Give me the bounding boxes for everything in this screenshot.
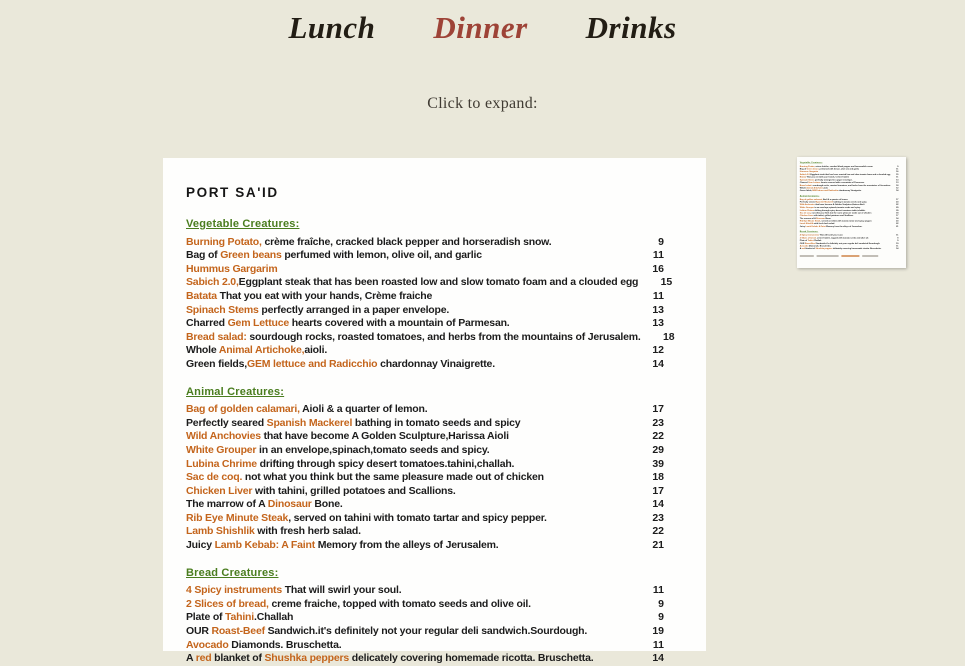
menu-item-price: 17: [896, 214, 899, 217]
tab-drinks[interactable]: Drinks: [585, 10, 677, 45]
menu-item-price: 23: [896, 219, 899, 223]
menu-item-text: Burning Potato, crème fraîche, cracked black pepper and horseradish snow.: [799, 164, 873, 168]
menu-section-heading: Vegetable Creatures:: [799, 161, 823, 164]
menu-item-price: 22: [652, 525, 664, 538]
tab-lunch[interactable]: Lunch: [288, 10, 376, 45]
menu-item-row: [186, 639, 664, 653]
menu-item-row: [186, 304, 664, 318]
menu-thumbnail[interactable]: [797, 157, 906, 268]
menu-item-text: Hummus Gargarim: [799, 170, 819, 173]
menu-item-text: Bag of golden calamari, Aioli & a quarter of lemon.: [799, 198, 849, 201]
menu-item-row: [186, 458, 664, 472]
menu-item-row: [186, 344, 664, 358]
menu-item-text: A red blanket of Shushka peppers delicately covering homemade ricotta. Bruschetta.: [799, 247, 882, 250]
menu-item-text: Sac de coq. not what you think but the same pleasure made out of chicken: [799, 211, 872, 215]
menu-item-text: Lamb Shishlik with fresh herb salad.: [186, 525, 361, 538]
menu-item-row: [186, 263, 664, 277]
menu-item-price: 17: [652, 403, 664, 416]
menu-item-price: 29: [896, 206, 899, 209]
menu-section-heading: Bread Creatures:: [799, 230, 819, 233]
menu-item-price: 11: [896, 175, 899, 179]
menu-item-text: Juicy Lamb Kebab: A Faint Memory from the alleys of Jerusalem.: [799, 225, 863, 228]
menu-section-heading: Animal Creatures:: [799, 194, 820, 197]
menu-item-text: 4 Spicy instruments That will swirl your soul.: [186, 584, 402, 597]
menu-item-text: Bag of Green beans perfumed with lemon, olive oil, and garlic: [799, 167, 859, 171]
menu-item-price: 14: [652, 652, 664, 665]
menu-item-row: [186, 652, 664, 666]
menu-thumbnail-sections: [800, 161, 899, 250]
menu-item-row: [186, 358, 664, 372]
menu-section: [800, 194, 899, 228]
menu-item-row: [186, 584, 664, 598]
menu-item-price: 13: [896, 178, 899, 181]
menu-item-price: 13: [652, 303, 664, 316]
menu-item-price: 23: [896, 200, 899, 204]
menu-item-price: 11: [652, 584, 664, 597]
menu-item-text: White Grouper in an envelope,spinach,tomato seeds and spicy.: [186, 443, 490, 456]
menu-item-row: [186, 290, 664, 304]
menu-item-text: Green fields,GEM lettuce and Radicchio chardonnay Vinaigrette.: [186, 357, 495, 370]
menu-sections: [186, 216, 675, 666]
menu-item-text: Chicken Liver with tahini, grilled potatoes and Scallions.: [186, 484, 456, 497]
menu-item-text: Perfectly seared Spanish Mackerel bathing in tomato seeds and spicy: [186, 416, 521, 429]
menu-item-price: 14: [896, 189, 899, 192]
menu-item-text: Lubina Chrime drifting through spicy desert tomatoes.tahini,challah.: [799, 208, 866, 212]
menu-item-price: 21: [896, 225, 899, 228]
menu-item-row: [186, 598, 664, 612]
menu-item-price: 9: [897, 164, 899, 168]
menu-item-price: 12: [896, 186, 899, 190]
menu-document-content: [163, 158, 706, 666]
tab-dinner[interactable]: Dinner: [433, 10, 528, 45]
menu-item-price: 11: [896, 244, 899, 248]
menu-section: [800, 230, 899, 250]
menu-tabs: [0, 10, 965, 46]
menu-item-text: Charred Gem Lettuce hearts covered with a mountain of Parmesan.: [186, 317, 510, 330]
menu-item-price: 17: [652, 484, 664, 497]
menu-item-text: Batata That you eat with your hands, Crème fraiche: [799, 175, 850, 179]
menu-item-text: Whole Animal Artichoke,aioli.: [799, 186, 829, 190]
menu-item-price: 9: [658, 597, 664, 610]
menu-item-row: [186, 444, 664, 458]
menu-item-row: [186, 512, 664, 526]
menu-item-text: Sac de coq. not what you think but the same pleasure made out of chicken: [186, 471, 544, 484]
menu-item-price: 17: [896, 198, 899, 201]
menu-item-row: [186, 471, 664, 485]
menu-item-text: OUR Roast-Beef Sandwich.it's definitely not your regular deli sandwich.Sourdough.: [799, 242, 881, 245]
menu-item-text: The marrow of A Dinosaur Bone.: [799, 217, 832, 220]
menu-item-price: 11: [652, 289, 664, 302]
menu-item-text: Bread salad: sourdough rocks, roasted tomatoes, and herbs from the mountains of Jerusalem.: [799, 183, 891, 187]
menu-item-price: 16: [652, 262, 664, 275]
menu-section-heading: Bread Creatures:: [186, 566, 279, 579]
menu-item-row: [186, 625, 664, 639]
menu-item-text: Bread salad: sourdough rocks, roasted tomatoes, and herbs from the mountains of Jerusalem.: [186, 330, 641, 343]
menu-item-text: Bag of Green beans perfumed with lemon, olive oil, and garlic: [186, 249, 482, 262]
menu-item-text: The marrow of A Dinosaur Bone.: [186, 498, 343, 511]
menu-item-price: 29: [652, 443, 664, 456]
menu-item-text: 2 Slices of bread, creme fraiche, topped with tomato seeds and olive oil.: [799, 236, 869, 239]
menu-item-price: 22: [896, 222, 899, 225]
menu-section: [186, 216, 675, 372]
menu-item-row: [186, 485, 664, 499]
menu-item-price: 19: [652, 625, 664, 638]
menu-item-text: 2 Slices of bread, creme fraiche, topped with tomato seeds and olive oil.: [186, 597, 531, 610]
menu-item-row: [186, 430, 664, 444]
menu-item-price: 11: [896, 233, 899, 237]
menu-item-price: 13: [652, 317, 664, 330]
menu-item-text: Batata That you eat with your hands, Crème fraiche: [186, 289, 433, 302]
menu-item-price: 14: [896, 217, 899, 220]
menu-item-price: 19: [896, 242, 899, 245]
menu-item-text: Spinach Stems perfectly arranged in a paper envelope.: [799, 178, 853, 181]
menu-item-price: 12: [652, 344, 664, 357]
menu-item-row: [186, 330, 675, 345]
menu-item-price: 16: [896, 170, 899, 173]
menu-item-text: Sabich 2.0,Eggplant steak that has been roasted low and slow tomato foam and a clouded egg: [186, 276, 639, 289]
menu-item-price: 14: [896, 247, 899, 250]
menu-item-text: Lubina Chrime drifting through spicy desert tomatoes.tahini,challah.: [186, 457, 515, 470]
menu-item-text: Whole Animal Artichoke,aioli.: [186, 344, 328, 357]
menu-item-text: Avocado Diamonds. Bruschetta.: [799, 244, 831, 248]
menu-item-row: [186, 498, 664, 512]
menu-section-heading: Vegetable Creatures:: [186, 218, 300, 230]
menu-item-price: 18: [896, 211, 899, 215]
menu-item-text: White Grouper in an envelope,spinach,tomato seeds and spicy.: [799, 206, 861, 209]
menu-item-price: 18: [662, 330, 675, 343]
menu-item-text: Chicken Liver with tahini, grilled potatoes and Scallions.: [799, 214, 854, 217]
menu-item-price: 18: [652, 471, 664, 484]
menu-item-text: Charred Gem Lettuce hearts covered with a mountain of Parmesan.: [799, 181, 865, 184]
menu-item-price: 9: [658, 611, 664, 624]
restaurant-name: PORT SA'ID: [186, 185, 279, 200]
menu-item-text: Bag of golden calamari, Aioli & a quarter of lemon.: [186, 403, 428, 416]
menu-item-text: A red blanket of Shushka peppers delicately covering homemade ricotta. Bruschetta.: [186, 652, 594, 665]
menu-item-row: [186, 611, 664, 625]
menu-item-price: 22: [896, 203, 899, 206]
menu-item-price: 11: [896, 167, 899, 171]
menu-item-price: 14: [652, 357, 664, 370]
menu-item-price: 39: [652, 457, 664, 470]
menu-item-price: 23: [652, 511, 664, 524]
menu-item-text: Juicy Lamb Kebab: A Faint Memory from the alleys of Jerusalem.: [186, 539, 499, 552]
menu-section: [186, 565, 664, 666]
menu-item-text: Lamb Shishlik with fresh herb salad.: [799, 222, 835, 225]
menu-item-text: Wild Anchovies that have become A Golden Sculpture,Harissa Aioli: [186, 430, 509, 443]
menu-item-price: 18: [896, 183, 899, 187]
menu-item-price: 14: [652, 498, 664, 511]
menu-section: [186, 384, 664, 553]
menu-item-row: [186, 525, 664, 539]
menu-item-text: 4 Spicy instruments That will swirl your soul.: [799, 233, 843, 237]
menu-item-text: Plate of Tahini.Challah: [186, 611, 294, 624]
menu-item-row: [186, 249, 664, 263]
menu-item-text: Avocado Diamonds. Bruschetta.: [186, 638, 342, 651]
menu-item-price: 39: [896, 208, 899, 212]
menu-item-row: [186, 539, 664, 553]
menu-item-price: 9: [658, 235, 664, 248]
menu-item-price: 22: [652, 430, 664, 443]
menu-item-text: Spinach Stems perfectly arranged in a paper envelope.: [186, 303, 450, 316]
thumbnail-footer-line: [800, 255, 899, 256]
menu-item-text: Rib Eye Minute Steak, served on tahini with tomato tartar and spicy pepper.: [186, 511, 547, 524]
menu-item-text: Burning Potato, crème fraîche, cracked black pepper and horseradish snow.: [186, 235, 552, 248]
menu-section: [800, 161, 899, 192]
menu-thumbnail-content: [797, 157, 906, 257]
menu-item-price: 11: [652, 638, 664, 651]
menu-document[interactable]: [163, 158, 706, 665]
menu-item-price: 9: [897, 239, 899, 242]
menu-item-text: Hummus Gargarim: [186, 262, 278, 275]
menu-item-text: Wild Anchovies that have become A Golden Sculpture,Harissa Aioli: [799, 203, 865, 206]
menu-section-heading: Animal Creatures:: [186, 385, 285, 398]
menu-item-row: [800, 225, 899, 228]
menu-item-text: Green fields,GEM lettuce and Radicchio chardonnay Vinaigrette.: [799, 189, 862, 192]
menu-item-price: 13: [896, 181, 899, 184]
menu-item-price: 15: [660, 276, 673, 289]
menu-item-price: 21: [652, 539, 664, 552]
menu-item-row: [186, 403, 664, 417]
menu-item-text: Perfectly seared Spanish Mackerel bathing in tomato seeds and spicy: [799, 200, 867, 204]
menu-item-price: 23: [652, 416, 664, 429]
menu-item-text: Plate of Tahini.Challah: [799, 239, 822, 242]
menu-item-price: 15: [896, 173, 899, 176]
click-to-expand-hint: Click to expand:: [427, 95, 538, 112]
menu-item-text: OUR Roast-Beef Sandwich.it's definitely not your regular deli sandwich.Sourdough.: [186, 625, 588, 638]
menu-item-price: 9: [897, 236, 899, 239]
menu-item-row: [186, 417, 664, 431]
menu-item-row: [186, 276, 673, 290]
menu-item-text: Rib Eye Minute Steak, served on tahini with tomato tartar and spicy pepper.: [799, 219, 872, 223]
menu-item-row: [186, 236, 664, 250]
menu-item-price: 11: [652, 249, 664, 262]
menu-item-text: Sabich 2.0,Eggplant steak that has been roasted low and slow tomato foam and a clouded egg: [799, 173, 891, 176]
menu-item-row: [186, 317, 664, 331]
